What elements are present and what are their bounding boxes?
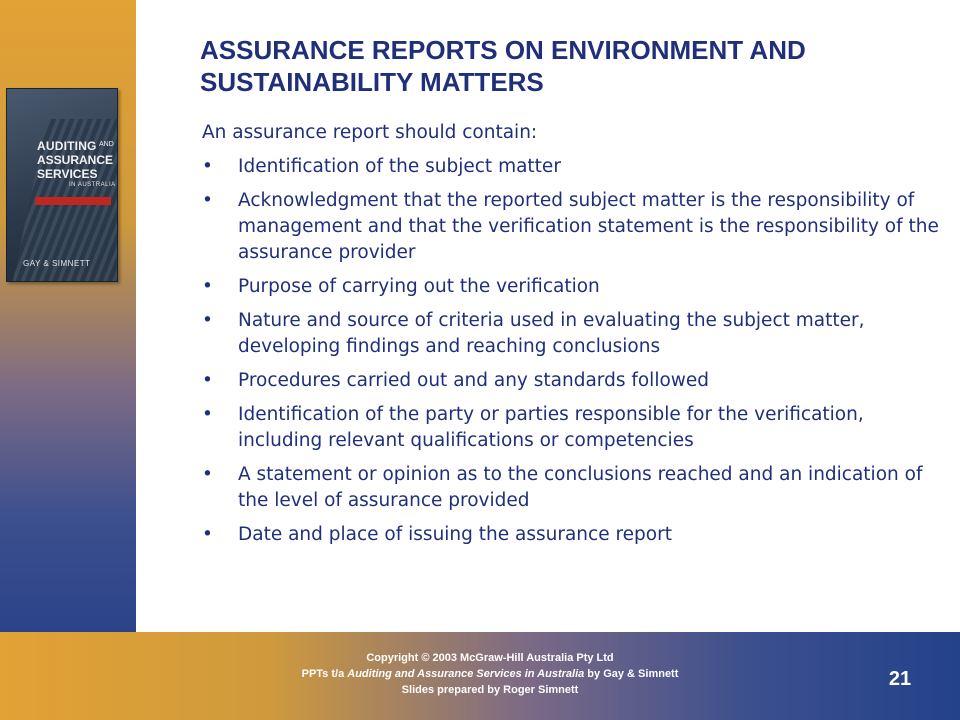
bullet-dot-icon: • xyxy=(202,276,213,297)
slide-title: ASSURANCE REPORTS ON ENVIRONMENT AND SUSTAINABILITY MATTERS xyxy=(200,35,806,97)
ppts-prefix: PPTs t/a xyxy=(301,668,348,680)
bullet-dot-icon: • xyxy=(202,156,213,177)
cover-authors: GAY & SIMNETT xyxy=(23,259,91,268)
bullet-item xyxy=(202,522,942,548)
bullet-item xyxy=(202,462,942,514)
ppts-line xyxy=(230,666,750,682)
bullet-item xyxy=(202,274,942,300)
bullet-text: Identification of the subject matter xyxy=(238,156,561,177)
left-decorative-band xyxy=(0,0,136,632)
bullet-list xyxy=(202,154,942,548)
cover-title-line-3: SERVICES xyxy=(37,167,98,181)
bullet-text: Identification of the party or parties responsible for the verification, including relevant qualifications or competencies xyxy=(238,404,864,451)
bullet-dot-icon: • xyxy=(202,370,213,391)
bullet-text: Purpose of carrying out the verification xyxy=(238,276,600,297)
copyright-line: Copyright © 2003 McGraw-Hill Australia Pty Ltd xyxy=(366,652,614,664)
cover-red-stripe xyxy=(35,197,111,205)
bullet-item xyxy=(202,154,942,180)
slide-body xyxy=(202,120,942,556)
bullet-dot-icon: • xyxy=(202,524,213,545)
ppts-book-title: Auditing and Assurance Services in Australia xyxy=(347,668,585,680)
bullet-dot-icon: • xyxy=(202,310,213,331)
bullet-item xyxy=(202,402,942,454)
bullet-text: Acknowledgment that the reported subject matter is the responsibility of management and that the verification statement is the responsibility of the assurance provider xyxy=(238,190,939,263)
footer-band xyxy=(0,632,960,720)
prepared-by-line: Slides prepared by Roger Simnett xyxy=(401,684,579,696)
bullet-dot-icon: • xyxy=(202,404,213,425)
bullet-dot-icon: • xyxy=(202,190,213,211)
intro-text: An assurance report should contain: xyxy=(202,122,538,143)
bullet-text: A statement or opinion as to the conclusions reached and an indication of the level of assurance provided xyxy=(238,464,923,511)
bullet-item xyxy=(202,308,942,360)
bullet-item xyxy=(202,188,942,266)
ppts-suffix: by Gay & Simnett xyxy=(584,668,679,680)
bullet-item xyxy=(202,368,942,394)
bullet-text: Date and place of issuing the assurance report xyxy=(238,524,672,545)
footer-credits xyxy=(230,650,750,698)
page-number: 21 xyxy=(888,668,912,690)
cover-title-and: AND xyxy=(99,141,114,148)
bullet-dot-icon: • xyxy=(202,464,213,485)
book-cover-image xyxy=(6,88,118,282)
bullet-text: Nature and source of criteria used in evaluating the subject matter, developing findings and reaching conclusions xyxy=(238,310,865,357)
bullet-text: Procedures carried out and any standards followed xyxy=(238,370,710,391)
cover-title-line-2: ASSURANCE xyxy=(37,153,114,167)
cover-title-line-1: AUDITING xyxy=(37,139,97,153)
cover-subtitle: IN AUSTRALIA xyxy=(69,182,116,188)
